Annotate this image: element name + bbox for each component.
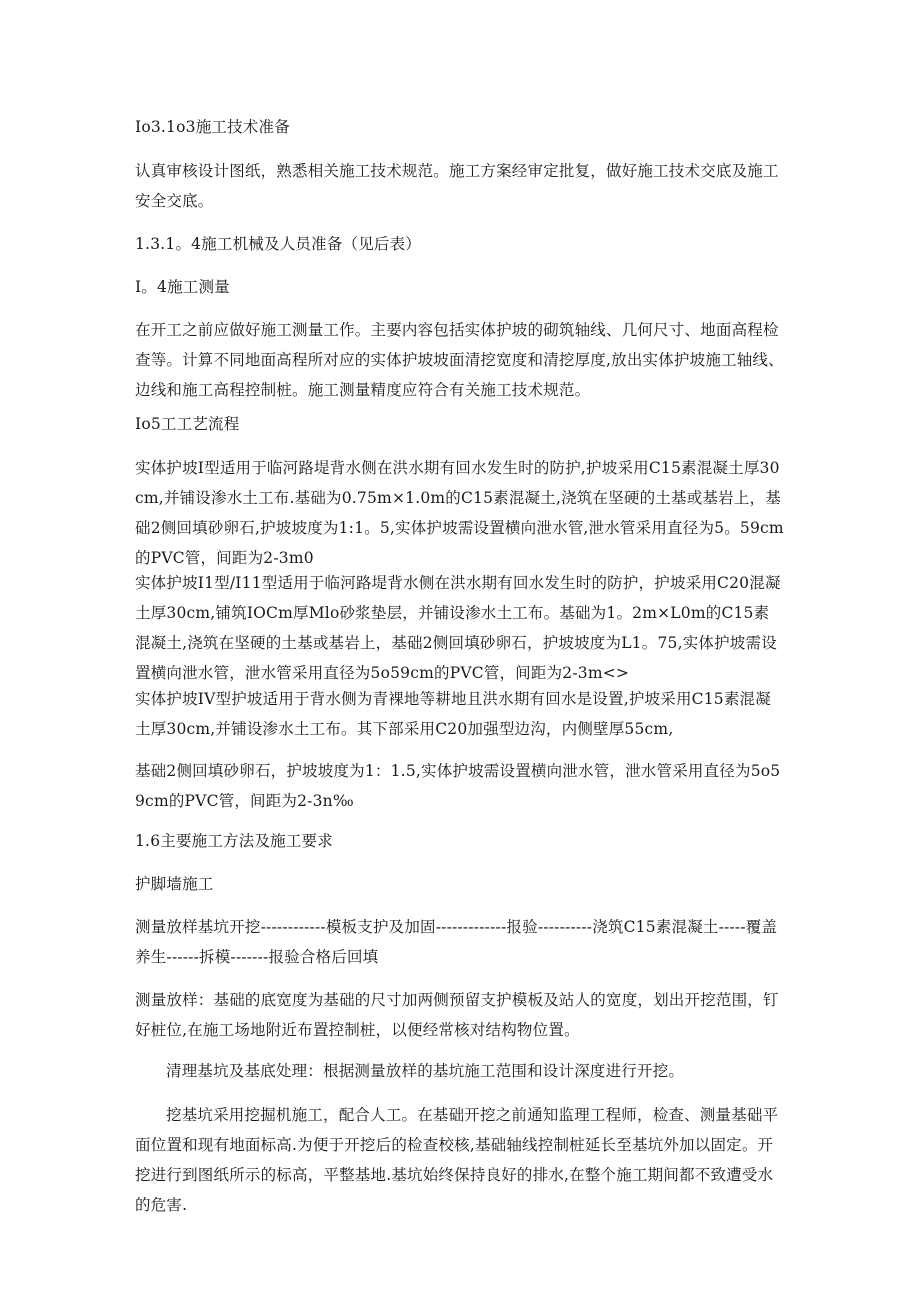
paragraph-tech-prep: 认真审核设计图纸，熟悉相关施工技术规范。施工方案经审定批复，做好施工技术交底及施工安全交底。	[135, 162, 779, 210]
paragraph-type-i: 实体护坡I型适用于临河路堤背水侧在洪水期有回水发生时的防护,护坡采用C15素混凝土厚30cm,并铺设渗水土工布.基础为0.75m×1.0m的C15素混凝土,浇筑在坚硬的土基或基岩上，基础2侧回填砂卵石,护坡坡度为1:1。5,实体护坡需设置横向泄水管,泄水管采用直径为5。59cm的PVC管，间距为2-3m0	[135, 459, 784, 567]
section-heading-tech-prep: Io3.1o3施工技术准备	[135, 118, 290, 136]
paragraph-type-iv-base: 基础2侧回填砂卵石，护坡坡度为1：1.5,实体护坡需设置横向泄水管，泄水管采用直径为5o59cm的PVC管，间距为2-3n‰	[135, 762, 781, 810]
paragraph-process-flow: 测量放样基坑开挖------------模板支护及加固-------------报验----------浇筑C15素混凝土-----覆盖养生------拆模-------报验合格后回填	[135, 918, 778, 966]
section-heading-methods: 1.6主要施工方法及施工要求	[135, 832, 333, 850]
paragraph-survey: 在开工之前应做好施工测量工作。主要内容包括实体护坡的砌筑轴线、几何尺寸、地面高程检查等。计算不同地面高程所对应的实体护坡坡面清挖宽度和清挖厚度,放出实体护坡施工轴线、边线和施工高程控制桩。施工测量精度应符合有关施工技术规范。	[135, 321, 784, 399]
section-heading-survey: I。4施工测量	[135, 278, 230, 296]
section-heading-machinery: 1.3.1。4施工机械及人员准备（见后表）	[135, 235, 422, 253]
paragraph-pit-cleaning: 清理基坑及基底处理：根据测量放样的基坑施工范围和设计深度进行开挖。	[166, 1062, 685, 1080]
paragraph-type-iv: 实体护坡IV型护坡适用于背水侧为青裸地等耕地且洪水期有回水是设置,护坡采用C15素混凝土厚30cm,并铺设渗水土工布。其下部采用C20加强型边沟，内侧壁厚55cm,	[135, 690, 771, 738]
paragraph-excavation: 挖基坑采用挖掘机施工，配合人工。在基础开挖之前通知监理工程师，检查、测量基础平面位置和现有地面标高.为便于开挖后的检查校核,基础轴线控制桩延长至基坑外加以固定。开挖进行到图纸所示的标高，平整基地.基坑始终保持良好的排水,在整个施工期间都不致遭受水的危害.	[135, 1106, 779, 1214]
paragraph-type-ii-iii: 实体护坡I1型/I11型适用于临河路堤背水侧在洪水期有回水发生时的防护，护坡采用C20混凝土厚30cm,铺筑IOCm厚Mlo砂浆垫层，并铺设渗水土工布。基础为1。2m×L0m的C15素混凝土,浇筑在坚硬的土基或基岩上，基础2侧回填砂卵石，护坡坡度为L1。75,实体护坡需设置横向泄水管，泄水管采用直径为5o59cm的PVC管，间距为2-3m<>	[135, 574, 781, 682]
section-heading-process: Io5工工艺流程	[135, 415, 240, 433]
paragraph-survey-layout: 测量放样：基础的底宽度为基础的尺寸加两侧预留支护模板及站人的宽度，划出开挖范围，钉好桩位,在施工场地附近布置控制桩，以便经常核对结构物位置。	[135, 991, 779, 1039]
subheading-toe-wall: 护脚墙施工	[135, 875, 214, 893]
